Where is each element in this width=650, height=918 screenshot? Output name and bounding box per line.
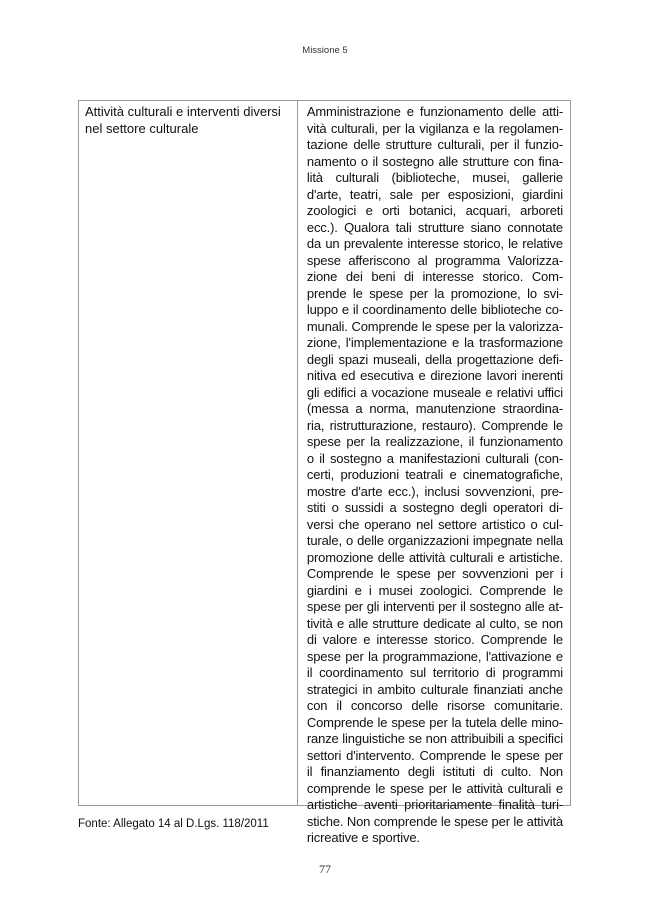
description-line: strategici in ambito culturale finanziati anche <box>306 681 563 697</box>
description-line: namento o il sostegno alle strutture con fina- <box>306 153 563 169</box>
description-line: spese per gli interventi per il sostegno alle at- <box>306 599 563 614</box>
description-line: tazione delle strutture culturali, per il funzio- <box>306 137 563 152</box>
description-line: con il concorso delle risorse comunitarie. <box>306 698 563 713</box>
description-line: gli edifici a vocazione museale e relativi uffici <box>306 384 563 400</box>
description-line: stiti o sussidi a sostegno degli operatori di- <box>306 500 563 515</box>
description-line: vità culturali, per la vigilanza e la regolamen- <box>306 120 563 136</box>
description-line: zione, l'implementazione e la trasformazione <box>306 335 563 350</box>
description-line: luppo e il coordinamento delle biblioteche co- <box>306 302 563 317</box>
running-header: Missione 5 <box>302 45 348 56</box>
description-line: artistiche aventi prioritariamente finalità turi- <box>306 797 563 812</box>
description-line: degli spazi museali, della progettazione defi- <box>306 351 563 367</box>
program-description-cell <box>298 101 570 845</box>
description-line: certi, produzioni teatrali e cinematografiche, <box>306 467 563 482</box>
program-name-cell <box>79 101 298 805</box>
description-line: stiche. Non comprende le spese per le attività <box>306 813 563 829</box>
description-line: il coordinamento sul territorio di programmi <box>306 665 563 680</box>
description-line: spese afferiscono al programma Valorizza- <box>306 252 563 268</box>
description-line: spese per la realizzazione, il funzionamento <box>306 434 563 449</box>
program-name: Attività culturali e interventi diversi nel settore culturale <box>85 104 281 136</box>
description-line: spese per la programmazione, l'attivazione e <box>306 648 563 664</box>
description-line: zione dei beni di interesse storico. Com- <box>306 269 563 284</box>
description-line: promozione delle attività culturali e artistiche. <box>306 549 563 565</box>
description-line: Comprende le spese per la tutela delle mino- <box>306 714 563 730</box>
description-line: ranze linguistiche se non attribuibili a specifici <box>306 731 563 746</box>
description-line: zoologici e orti botanici, acquari, arboreti <box>306 203 563 218</box>
description-line: Comprende le spese per sovvenzioni per i <box>306 566 563 581</box>
source-note: Fonte: Allegato 14 al D.Lgs. 118/2011 <box>78 818 269 830</box>
description-line: d'arte, teatri, sale per esposizioni, giardini <box>306 186 563 202</box>
page-number: 77 <box>319 862 331 876</box>
description-line: turale, o delle organizzazioni impegnate nella <box>306 533 563 548</box>
description-line: lità culturali (biblioteche, musei, gallerie <box>306 170 563 185</box>
description-line: ecc.). Qualora tali strutture siano connotate <box>306 219 563 235</box>
description-line: ria, ristrutturazione, restauro). Comprende le <box>306 417 563 433</box>
description-line: versi che operano nel settore artistico o cul- <box>306 516 563 532</box>
description-line: (messa a norma, manutenzione straordina- <box>306 401 563 416</box>
description-line: o il sostegno a manifestazioni culturali (con- <box>306 450 563 466</box>
description-line: settori d'intervento. Comprende le spese per <box>306 747 563 763</box>
description-line: munali. Comprende le spese per la valorizza- <box>306 318 563 334</box>
description-line: comprende le spese per le attività culturali e <box>306 780 563 796</box>
description-line: di valore e interesse storico. Comprende le <box>306 632 563 647</box>
description-line: ricreative e sportive. <box>306 830 420 845</box>
description-line: prende le spese per la promozione, lo svi- <box>306 285 563 301</box>
description-line: Amministrazione e funzionamento delle atti- <box>306 104 563 119</box>
description-line: nitiva ed esecutiva e direzione lavori inerenti <box>306 368 563 383</box>
description-line: giardini e i musei zoologici. Comprende le <box>306 582 563 598</box>
description-line: mostre d'arte ecc.), inclusi sovvenzioni, pre- <box>306 483 563 499</box>
description-line: tività e alle strutture dedicate al culto, se non <box>306 615 563 631</box>
description-line: il finanziamento degli istituti di culto. Non <box>306 764 563 779</box>
description-line: da un prevalente interesse storico, le relative <box>306 236 563 251</box>
